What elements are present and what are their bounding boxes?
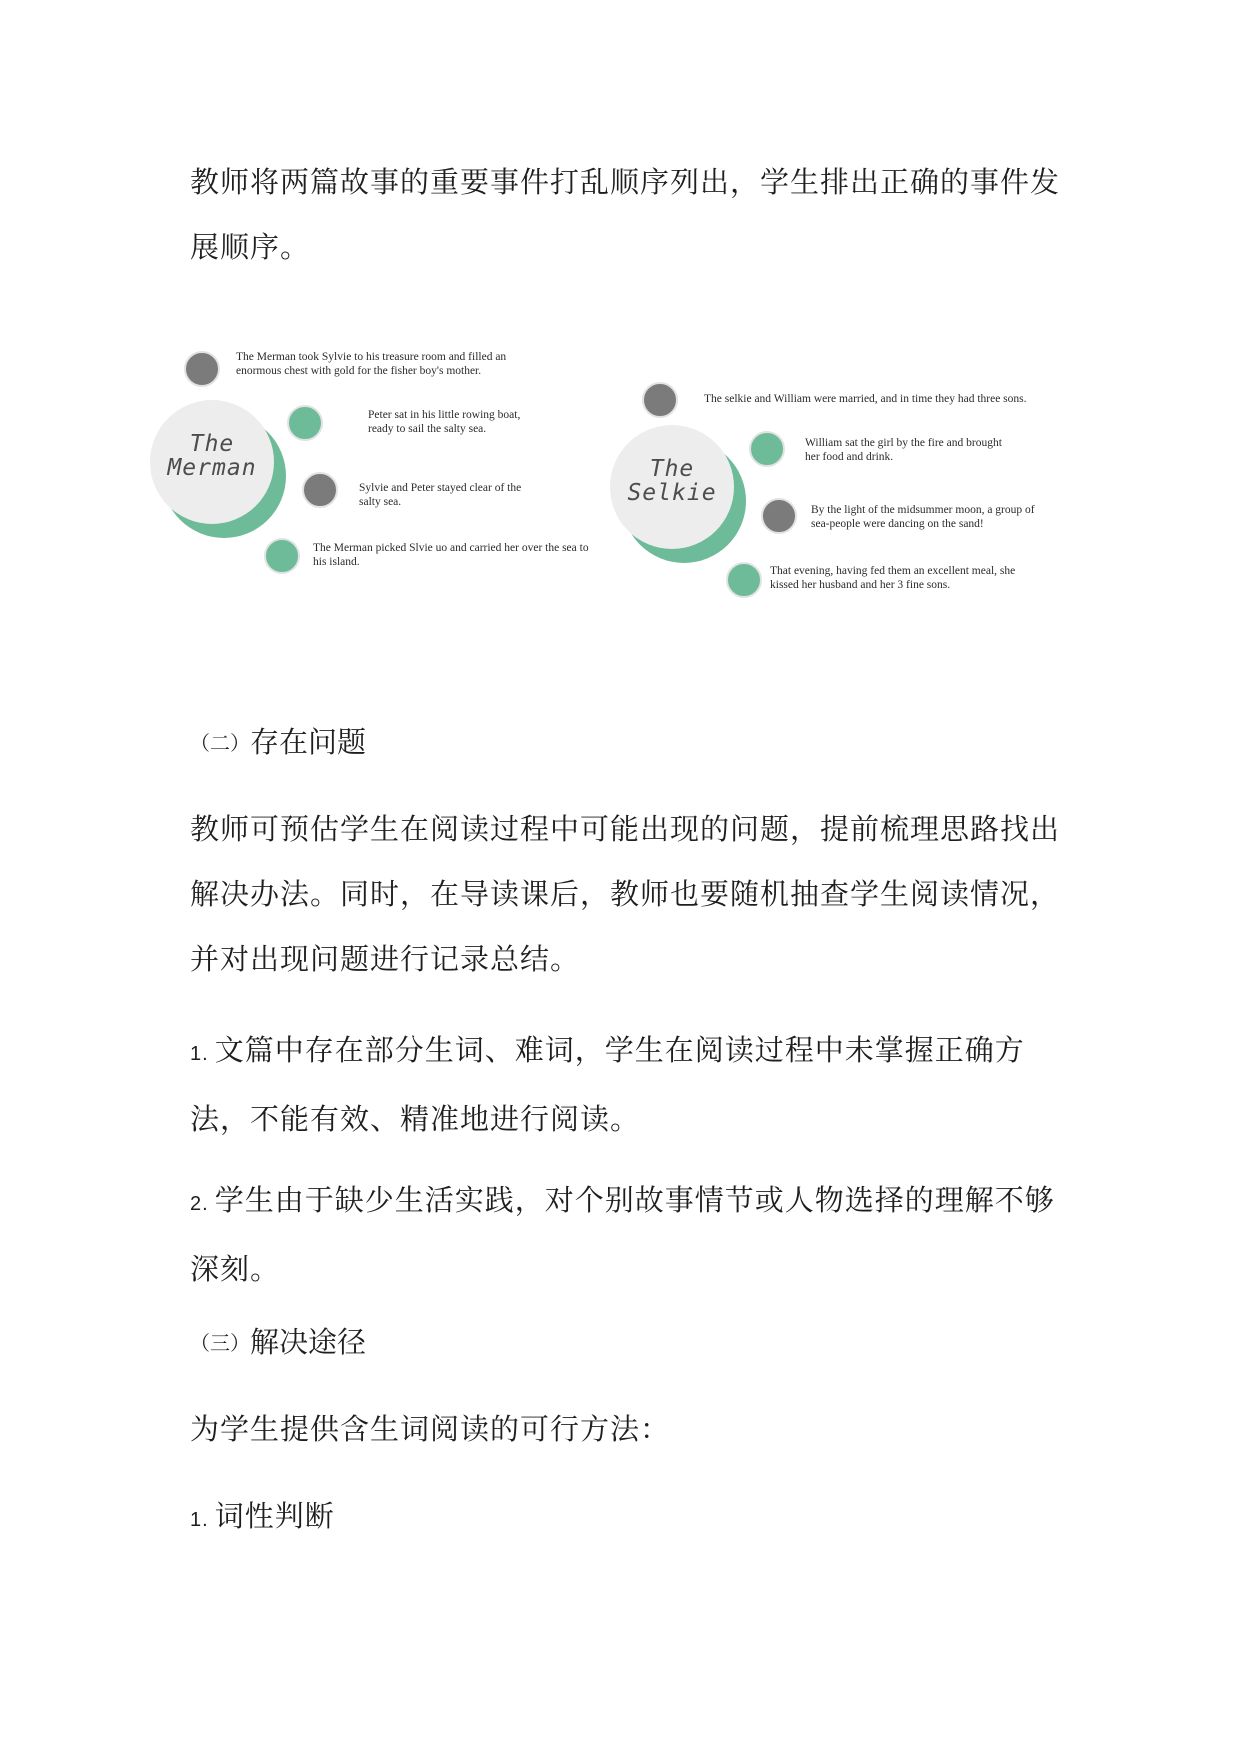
section-2-title: 存在问题 bbox=[250, 725, 367, 759]
selkie-event-1-dot bbox=[642, 382, 678, 418]
merman-title-line1: The bbox=[189, 431, 235, 457]
problem-2-text: 学生由于缺少生活实践，对个别故事情节或人物选择的理解不够深刻。 bbox=[190, 1183, 1055, 1286]
problem-1-number: 1. bbox=[190, 1043, 209, 1065]
problem-2-number: 2. bbox=[190, 1193, 209, 1215]
section-3-title: 解决途径 bbox=[250, 1325, 367, 1359]
selkie-title-line2: Selkie bbox=[627, 480, 717, 506]
section-3-paragraph: 为学生提供含生词阅读的可行方法： bbox=[190, 1412, 671, 1446]
section-2-paren-close: ） bbox=[230, 731, 250, 755]
selkie-event-4-dot bbox=[726, 562, 762, 598]
merman-event-2-dot bbox=[287, 405, 323, 441]
merman-event-4-dot bbox=[264, 538, 300, 574]
merman-diagram bbox=[140, 340, 600, 580]
merman-event-3: Sylvie and Peter stayed clear of the salty sea. bbox=[359, 482, 522, 508]
selkie-event-3-dot bbox=[761, 498, 797, 534]
section-3-numeral: 三 bbox=[210, 1331, 230, 1355]
intro-paragraph: 教师将两篇故事的重要事件打乱顺序列出，学生排出正确的事件发展顺序。 bbox=[190, 165, 1061, 264]
merman-event-1: The Merman took Sylvie to his treasure room and filled an enormous chest with gold for the fisher boy's mother. bbox=[236, 351, 507, 377]
selkie-event-4: That evening, having fed them an excellent meal, she kissed her husband and her 3 fine sons. bbox=[770, 565, 1016, 591]
selkie-event-3: By the light of the midsummer moon, a group of sea-people were dancing on the sand! bbox=[811, 504, 1035, 530]
selkie-event-2-dot bbox=[749, 431, 785, 467]
section-2-numeral: 二 bbox=[210, 731, 230, 755]
method-1-number: 1. bbox=[190, 1509, 209, 1531]
section-3-heading bbox=[190, 1322, 366, 1363]
method-1-text: 词性判断 bbox=[214, 1499, 335, 1533]
merman-event-3-dot bbox=[302, 472, 338, 508]
problem-1-text: 文篇中存在部分生词、难词，学生在阅读过程中未掌握正确方法，不能有效、精准地进行阅读。 bbox=[190, 1033, 1025, 1136]
section-3-paren-close: ） bbox=[230, 1331, 250, 1355]
section-3-paren-open: （ bbox=[190, 1331, 210, 1355]
selkie-event-1: The selkie and William were married, and in time they had three sons. bbox=[704, 393, 1027, 405]
method-item-1 bbox=[190, 1484, 1070, 1553]
section-2-heading bbox=[190, 722, 366, 763]
problem-item-1 bbox=[190, 1018, 1070, 1152]
section-2-paragraph: 教师可预估学生在阅读过程中可能出现的问题，提前梳理思路找出解决办法。同时，在导读课后，教师也要随机抽查学生阅读情况，并对出现问题进行记录总结。 bbox=[190, 812, 1061, 976]
merman-title-blob bbox=[150, 400, 274, 524]
selkie-diagram bbox=[600, 370, 1070, 610]
selkie-title-blob bbox=[610, 425, 734, 549]
selkie-event-2: William sat the girl by the fire and brought her food and drink. bbox=[805, 437, 1002, 463]
section-2-paren-open: （ bbox=[190, 731, 210, 755]
merman-event-2: Peter sat in his little rowing boat, ready to sail the salty sea. bbox=[368, 409, 521, 435]
problem-item-2 bbox=[190, 1168, 1070, 1302]
merman-title-line2: Merman bbox=[167, 455, 257, 481]
merman-event-4: The Merman picked Slvie uo and carried her over the sea to his island. bbox=[313, 542, 589, 568]
merman-event-1-dot bbox=[184, 351, 220, 387]
selkie-title-line1: The bbox=[649, 456, 695, 482]
